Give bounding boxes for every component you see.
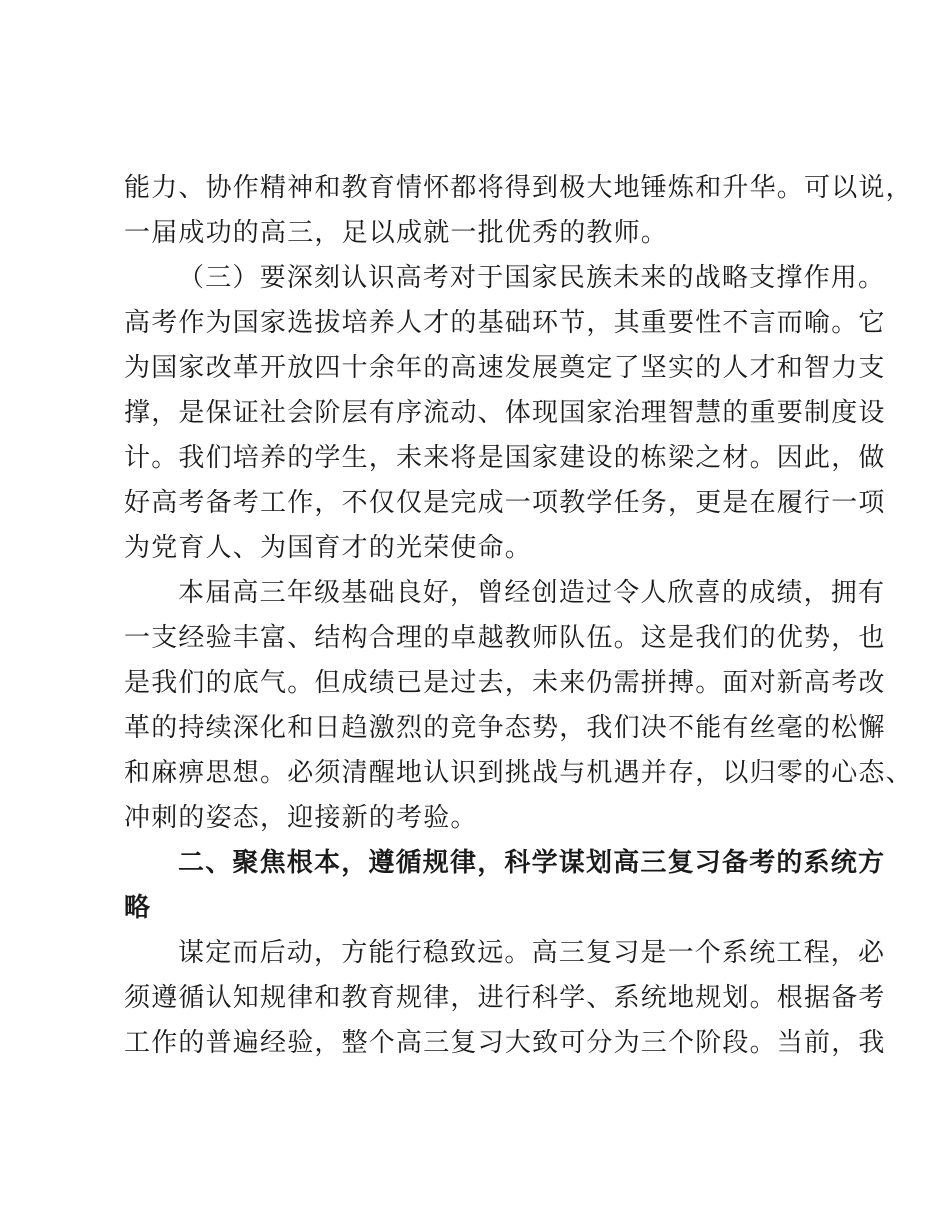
heading-line: 二、聚焦根本，遵循规律，科学谋划高三复习备考的系统方	[178, 848, 886, 878]
text-line: 和麻痹思想。必须清醒地认识到挑战与机遇并存，以归零的心态、	[124, 758, 913, 788]
text-line: 谋定而后动，方能行稳致远。高三复习是一个系统工程，必	[178, 938, 886, 968]
text-line: 高考作为国家选拔培养人才的基础环节，其重要性不言而喻。它	[124, 308, 886, 338]
paragraph-strategic-support	[124, 256, 886, 571]
text-line: 革的持续深化和日趋激烈的竞争态势，我们决不能有丝毫的松懈	[124, 713, 886, 743]
paragraph-current-grade	[124, 571, 913, 841]
paragraph-continuation	[124, 166, 913, 256]
text-line: 一届成功的高三，足以成就一批优秀的教师。	[124, 218, 669, 248]
text-line: 是我们的底气。但成绩已是过去，未来仍需拼搏。面对新高考改	[124, 668, 886, 698]
text-line: 为国家改革开放四十余年的高速发展奠定了坚实的人才和智力支	[124, 353, 886, 383]
text-line: 计。我们培养的学生，未来将是国家建设的栋梁之材。因此，做	[124, 443, 886, 473]
text-line: 冲刺的姿态，迎接新的考验。	[124, 803, 478, 833]
text-line: 能力、协作精神和教育情怀都将得到极大地锤炼和升华。可以说，	[124, 173, 913, 203]
heading-line: 略	[124, 893, 152, 923]
section-heading	[124, 841, 886, 931]
document-body	[124, 166, 913, 1066]
text-line: 本届高三年级基础良好，曾经创造过令人欣喜的成绩，拥有	[178, 578, 886, 608]
text-line: 工作的普遍经验，整个高三复习大致可分为三个阶段。当前，我	[124, 1028, 886, 1058]
text-line: 一支经验丰富、结构合理的卓越教师队伍。这是我们的优势，也	[124, 623, 886, 653]
text-line: 好高考备考工作，不仅仅是完成一项教学任务，更是在履行一项	[124, 488, 886, 518]
paragraph-review-plan	[124, 931, 886, 1066]
text-line: 须遵循认知规律和教育规律，进行科学、系统地规划。根据备考	[124, 983, 886, 1013]
subheading-line: （三）要深刻认识高考对于国家民族未来的战略支撑作用。	[178, 263, 886, 293]
text-line: 撑，是保证社会阶层有序流动、体现国家治理智慧的重要制度设	[124, 398, 886, 428]
text-line: 为党育人、为国育才的光荣使命。	[124, 533, 533, 563]
